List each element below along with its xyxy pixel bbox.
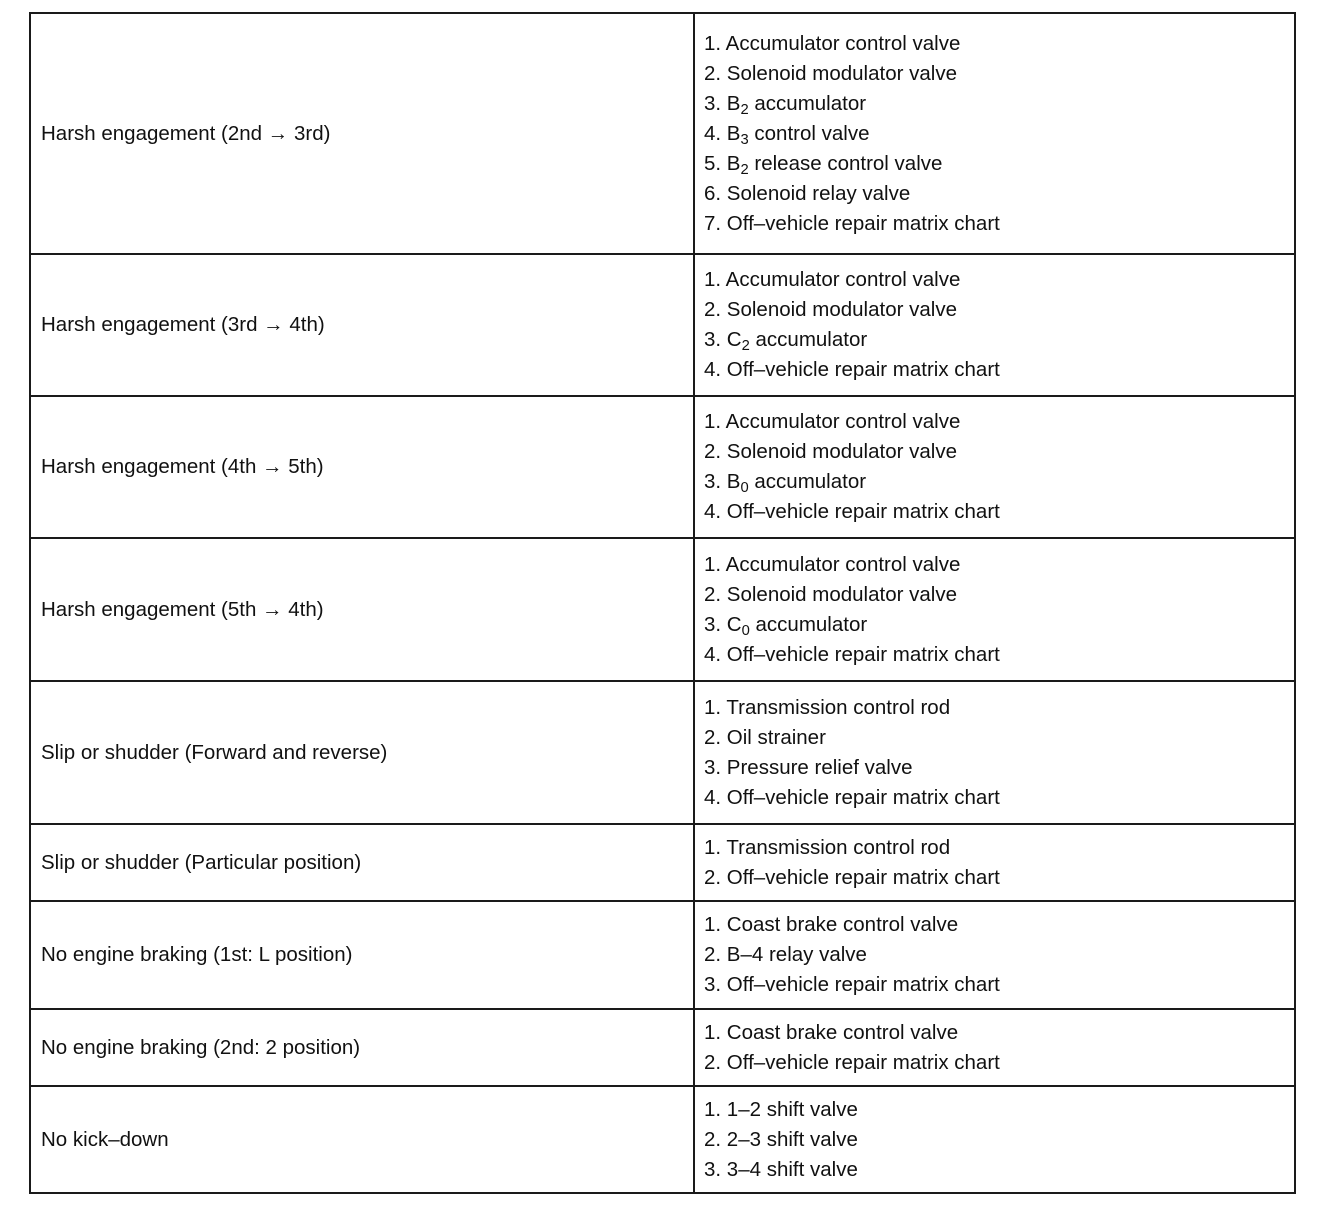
cause-number: 5.	[704, 151, 727, 175]
cause-subscript: 2	[740, 161, 749, 178]
cause-item	[704, 355, 1294, 385]
cause-number: 2.	[704, 725, 727, 749]
table-row	[30, 824, 1295, 901]
cause-text: accumulator	[749, 612, 868, 636]
cause-number: 7.	[704, 211, 727, 235]
troubleshooting-table	[29, 12, 1296, 1194]
causes-cell	[694, 824, 1295, 901]
cause-text: Off–vehicle repair matrix chart	[726, 642, 1000, 666]
table-body	[30, 13, 1295, 1193]
symptom-cell: Harsh engagement (4th → 5th)	[30, 396, 694, 538]
cause-text: C	[726, 328, 742, 351]
cause-number: 3.	[704, 91, 727, 115]
cause-number: 4.	[704, 785, 727, 809]
cause-item	[704, 910, 1294, 940]
cause-text: C	[726, 612, 742, 636]
cause-item	[704, 1155, 1294, 1185]
cause-text: Accumulator control valve	[725, 410, 961, 433]
cause-item	[704, 179, 1294, 209]
cause-subscript: 3	[740, 131, 749, 148]
cause-text: Off–vehicle repair matrix chart	[726, 973, 1000, 996]
cause-number: 2.	[704, 943, 727, 966]
cause-item	[704, 753, 1294, 783]
cause-text: Solenoid relay valve	[726, 181, 911, 205]
cause-text: Off–vehicle repair matrix chart	[726, 358, 1000, 381]
table-row	[30, 254, 1295, 396]
cause-text: accumulator	[748, 470, 867, 493]
cause-text: B	[726, 91, 741, 115]
cause-text: B	[726, 470, 741, 493]
cause-text: Transmission control rod	[726, 695, 951, 719]
cause-number: 4.	[704, 642, 727, 666]
cause-subscript: 0	[741, 622, 750, 639]
cause-item	[704, 1125, 1294, 1155]
cause-item	[704, 497, 1294, 527]
cause-item	[704, 723, 1294, 753]
cause-number: 2.	[704, 865, 727, 889]
cause-number: 1.	[704, 835, 727, 859]
cause-item	[704, 693, 1294, 723]
symptom-cell: No engine braking (2nd: 2 position)	[30, 1009, 694, 1086]
cause-text: Solenoid modulator valve	[726, 298, 957, 321]
table-row	[30, 901, 1295, 1009]
causes-cell	[694, 901, 1295, 1009]
cause-item	[704, 580, 1294, 610]
cause-list	[704, 407, 1294, 527]
symptom-cell: No engine braking (1st: L position)	[30, 901, 694, 1009]
cause-number: 3.	[704, 1157, 727, 1181]
cause-item	[704, 407, 1294, 437]
cause-number: 1.	[704, 410, 726, 433]
cause-text: Accumulator control valve	[725, 268, 961, 291]
cause-item	[704, 89, 1294, 119]
cause-text: Solenoid modulator valve	[726, 582, 957, 606]
cause-item	[704, 295, 1294, 325]
cause-text: Coast brake control valve	[726, 913, 959, 936]
symptom-cell: Slip or shudder (Forward and reverse)	[30, 681, 694, 824]
table-row	[30, 1009, 1295, 1086]
cause-number: 2.	[704, 61, 727, 85]
cause-number: 3.	[704, 973, 727, 996]
causes-cell	[694, 1009, 1295, 1086]
cause-text: Accumulator control valve	[725, 31, 961, 55]
cause-number: 1.	[704, 268, 726, 291]
cause-item	[704, 783, 1294, 813]
cause-text: Oil strainer	[726, 725, 826, 749]
cause-subscript: 0	[740, 480, 749, 497]
cause-item	[704, 59, 1294, 89]
cause-list	[704, 29, 1294, 239]
cause-text: Accumulator control valve	[725, 552, 961, 576]
cause-item	[704, 863, 1294, 893]
cause-list	[704, 693, 1294, 813]
cause-list	[704, 833, 1294, 893]
symptom-cell: Harsh engagement (3rd → 4th)	[30, 254, 694, 396]
cause-list	[704, 265, 1294, 385]
cause-item	[704, 119, 1294, 149]
cause-text: Transmission control rod	[726, 835, 951, 859]
symptom-cell: No kick–down	[30, 1086, 694, 1193]
cause-list	[704, 1095, 1294, 1185]
causes-cell	[694, 13, 1295, 254]
cause-text: accumulator	[748, 91, 867, 115]
cause-number: 3.	[704, 470, 727, 493]
cause-text: B–4 relay valve	[726, 943, 867, 966]
cause-number: 1.	[704, 1020, 727, 1044]
cause-item	[704, 265, 1294, 295]
cause-item	[704, 833, 1294, 863]
cause-text: B	[726, 151, 741, 175]
cause-subscript: 2	[741, 338, 750, 355]
causes-cell	[694, 681, 1295, 824]
cause-list	[704, 1018, 1294, 1078]
cause-subscript: 2	[740, 101, 749, 118]
cause-text: Solenoid modulator valve	[726, 61, 957, 85]
cause-text: Pressure relief valve	[726, 755, 913, 779]
cause-item	[704, 940, 1294, 970]
cause-item	[704, 610, 1294, 640]
cause-number: 3.	[704, 612, 727, 636]
table-row	[30, 1086, 1295, 1193]
cause-text: Off–vehicle repair matrix chart	[726, 865, 1000, 889]
causes-cell	[694, 538, 1295, 681]
cause-item	[704, 1048, 1294, 1078]
cause-text: 3–4 shift valve	[726, 1157, 858, 1181]
cause-number: 1.	[704, 552, 726, 576]
cause-item	[704, 550, 1294, 580]
cause-number: 4.	[704, 121, 727, 145]
cause-item	[704, 1018, 1294, 1048]
symptom-cell: Slip or shudder (Particular position)	[30, 824, 694, 901]
cause-number: 3.	[704, 328, 727, 351]
cause-text: Off–vehicle repair matrix chart	[726, 1050, 1000, 1074]
cause-text: Off–vehicle repair matrix chart	[726, 785, 1000, 809]
cause-text: accumulator	[749, 328, 868, 351]
cause-item	[704, 149, 1294, 179]
cause-number: 1.	[704, 913, 727, 936]
table-row	[30, 13, 1295, 254]
cause-text: 2–3 shift valve	[726, 1127, 858, 1151]
causes-cell	[694, 254, 1295, 396]
cause-number: 2.	[704, 1127, 727, 1151]
cause-number: 3.	[704, 755, 727, 779]
cause-text: control valve	[748, 121, 870, 145]
cause-item	[704, 209, 1294, 239]
cause-list	[704, 910, 1294, 1000]
cause-item	[704, 325, 1294, 355]
cause-number: 1.	[704, 1097, 727, 1121]
cause-number: 4.	[704, 500, 727, 523]
causes-cell	[694, 1086, 1295, 1193]
cause-number: 2.	[704, 582, 727, 606]
cause-text: B	[726, 121, 741, 145]
cause-text: Off–vehicle repair matrix chart	[726, 211, 1000, 235]
table-row	[30, 681, 1295, 824]
symptom-cell: Harsh engagement (5th → 4th)	[30, 538, 694, 681]
table-row	[30, 396, 1295, 538]
cause-item	[704, 1095, 1294, 1125]
cause-item	[704, 640, 1294, 670]
table-row	[30, 538, 1295, 681]
cause-text: 1–2 shift valve	[726, 1097, 858, 1121]
cause-item	[704, 29, 1294, 59]
cause-number: 2.	[704, 1050, 727, 1074]
cause-number: 1.	[704, 31, 726, 55]
cause-text: Solenoid modulator valve	[726, 440, 957, 463]
cause-list	[704, 550, 1294, 670]
cause-number: 1.	[704, 695, 727, 719]
cause-number: 4.	[704, 358, 727, 381]
cause-number: 6.	[704, 181, 727, 205]
cause-item	[704, 970, 1294, 1000]
cause-text: Off–vehicle repair matrix chart	[726, 500, 1000, 523]
cause-item	[704, 467, 1294, 497]
symptom-cell: Harsh engagement (2nd → 3rd)	[30, 13, 694, 254]
causes-cell	[694, 396, 1295, 538]
cause-number: 2.	[704, 298, 727, 321]
cause-text: release control valve	[748, 151, 943, 175]
cause-number: 2.	[704, 440, 727, 463]
cause-item	[704, 437, 1294, 467]
cause-text: Coast brake control valve	[726, 1020, 959, 1044]
